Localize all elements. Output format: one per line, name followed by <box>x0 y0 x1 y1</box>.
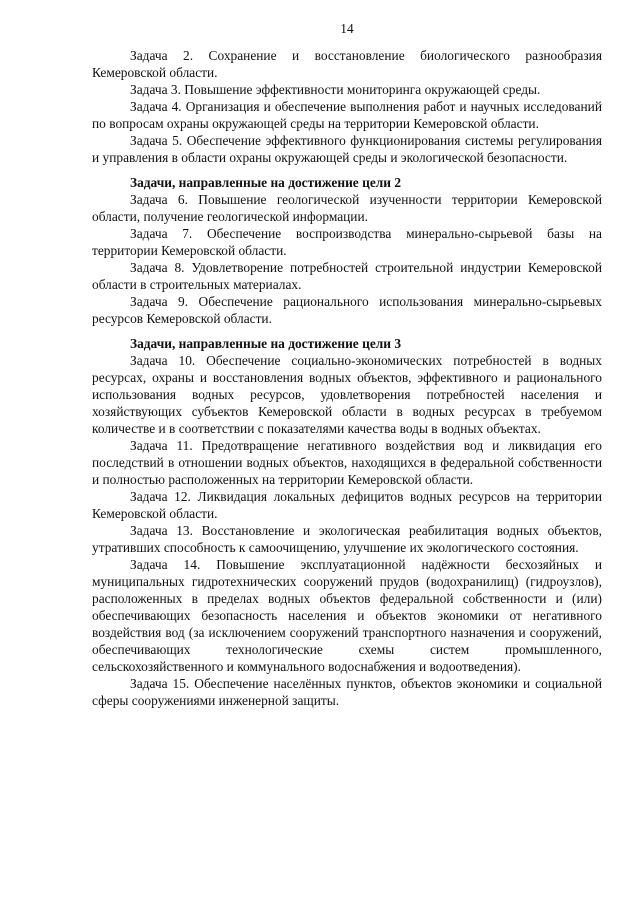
task-6-paragraph: Задача 6. Повышение геологической изученности территории Кемеровской области, получение геологической информации. <box>92 192 602 224</box>
task-4-paragraph: Задача 4. Организация и обеспечение выполнения работ и научных исследований по вопросам охраны окружающей среды на территории Кемеровской области. <box>92 99 602 131</box>
goal-3-heading: Задачи, направленные на достижение цели 3 <box>130 336 402 351</box>
task-7-paragraph: Задача 7. Обеспечение воспроизводства минерально-сырьевой базы на территории Кемеровской области. <box>92 226 602 258</box>
task-2-paragraph: Задача 2. Сохранение и восстановление биологического разнообразия Кемеровской области. <box>92 48 602 80</box>
task-14-paragraph: Задача 14. Повышение эксплуатационной надёжности бесхозяйных и муниципальных гидротехнических сооружений прудов (водохранилищ) (гидроузлов), расположенных в пределах водных объектов федеральной собственности и (или) обеспечивающих безопасность населения и объектов экономики от негативного воздействия вод (за исключением сооружений транспортного назначения и сооружений, обеспечивающих технологические схемы систем промышленного, сельскохозяйственного и коммунального водоснабжения и водоотведения). <box>92 557 602 674</box>
task-10-paragraph: Задача 10. Обеспечение социально-экономических потребностей в водных ресурсах, охраны и восстановления водных объектов, эффективного и рационального использования водных ресурсов, удовлетворения потребностей населения и хозяйствующих субъектов Кемеровской области в водных ресурсах в требуемом количестве и в соответствии с показателями качества воды в водных объектах. <box>92 353 602 436</box>
task-12-paragraph: Задача 12. Ликвидация локальных дефицитов водных ресурсов на территории Кемеровской области. <box>92 489 602 521</box>
task-9-paragraph: Задача 9. Обеспечение рационального использования минерально-сырьевых ресурсов Кемеровской области. <box>92 294 602 326</box>
goal-2-heading: Задачи, направленные на достижение цели 2 <box>130 175 402 190</box>
task-3-paragraph: Задача 3. Повышение эффективности мониторинга окружающей среды. <box>130 82 541 97</box>
task-13-paragraph: Задача 13. Восстановление и экологическая реабилитация водных объектов, утративших способность к самоочищению, улучшение их экологического состояния. <box>92 523 602 555</box>
task-15-paragraph: Задача 15. Обеспечение населённых пунктов, объектов экономики и социальной сферы сооружениями инженерной защиты. <box>92 676 602 708</box>
task-11-paragraph: Задача 11. Предотвращение негативного воздействия вод и ликвидация его последствий в отношении водных объектов, находящихся в федеральной собственности и полностью расположенных на территории Кемеровской области. <box>92 438 602 487</box>
page-number: 14 <box>340 21 354 36</box>
task-5-paragraph: Задача 5. Обеспечение эффективного функционирования системы регулирования и управления в области охраны окружающей среды и экологической безопасности. <box>92 133 602 165</box>
task-8-paragraph: Задача 8. Удовлетворение потребностей строительной индустрии Кемеровской области в строительных материалах. <box>92 260 602 292</box>
